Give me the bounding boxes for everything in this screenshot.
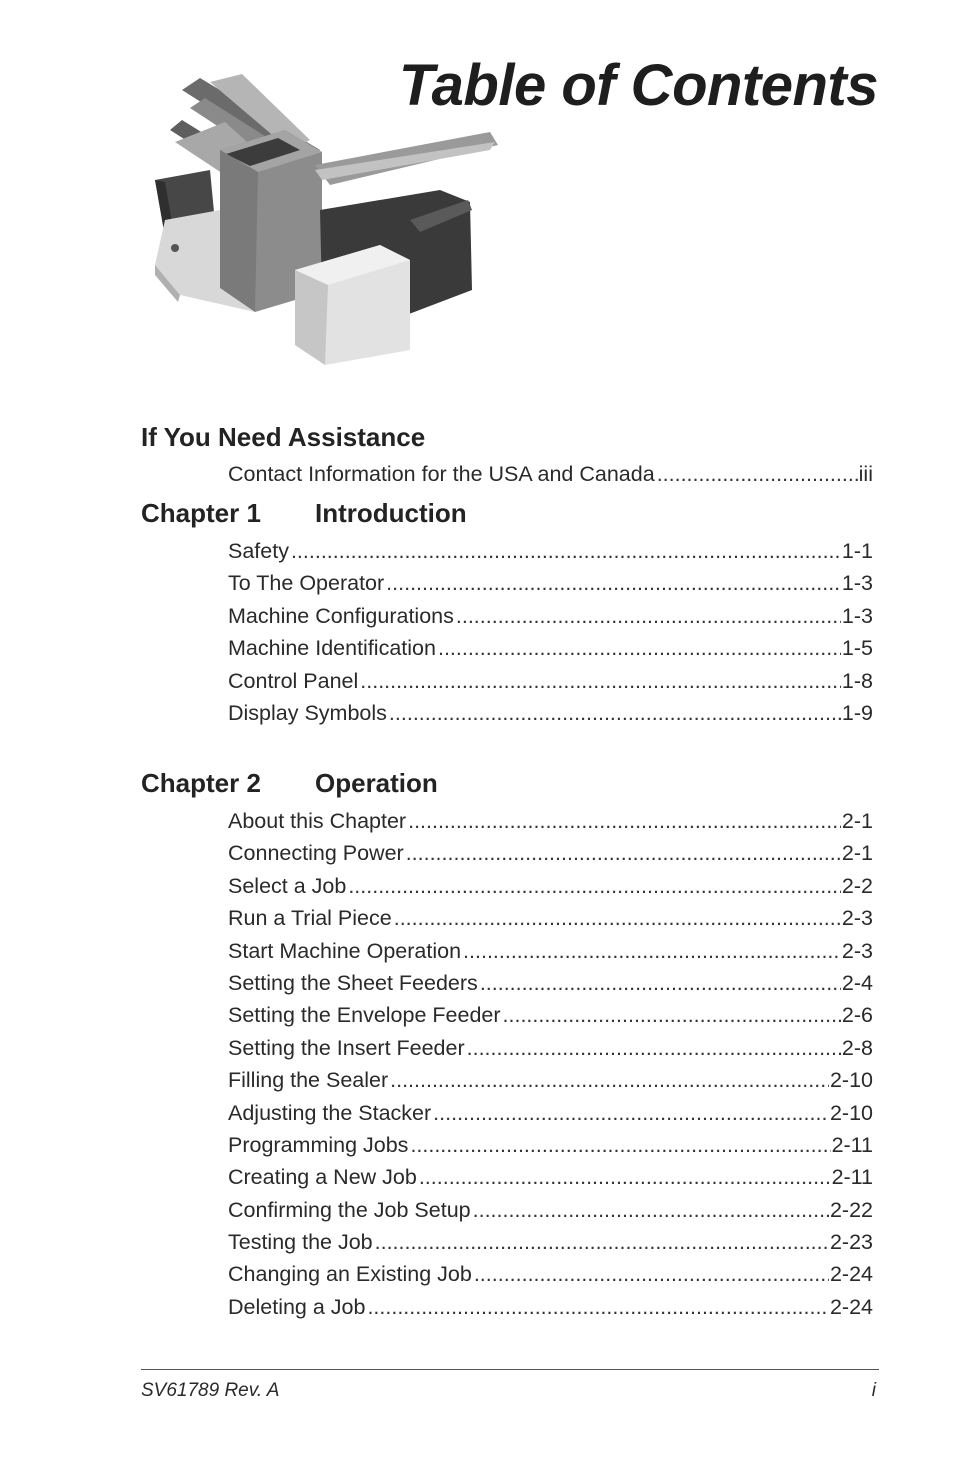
section-heading: [141, 765, 881, 801]
toc-entry[interactable]: [228, 870, 873, 902]
toc-entry[interactable]: [228, 535, 873, 567]
dot-leader: [389, 697, 841, 729]
toc-entry-page: 2-4: [841, 970, 873, 995]
toc-entry[interactable]: [228, 1064, 873, 1096]
dot-leader: [375, 1226, 829, 1258]
toc-entry[interactable]: [228, 805, 873, 837]
toc-entry-page: 2-10: [829, 1068, 873, 1093]
toc-entry-title: Programming Jobs: [228, 1132, 409, 1157]
section-heading-text: Operation: [315, 768, 438, 798]
toc-entry[interactable]: [228, 458, 873, 490]
section-heading: [141, 495, 881, 531]
footer-document-id: SV61789 Rev. A: [141, 1380, 280, 1401]
footer-page-number: i: [871, 1380, 876, 1401]
toc-entry-page: 2-3: [841, 906, 873, 931]
section-chapter-2: [141, 765, 881, 1323]
toc-entry-page: 2-1: [841, 809, 873, 833]
section-heading: [141, 419, 881, 455]
dot-leader: [657, 458, 858, 490]
dot-leader: [503, 999, 841, 1031]
toc-entry[interactable]: [228, 697, 873, 729]
toc-entry-page: 2-24: [829, 1262, 873, 1287]
dot-leader: [480, 967, 841, 999]
toc-entry-page: 1-9: [841, 700, 873, 725]
toc-entry-title: Deleting a Job: [228, 1294, 366, 1319]
toc-entry-page: iii: [858, 462, 873, 486]
toc-entry-title: Start Machine Operation: [228, 938, 462, 963]
toc-entry-page: 2-23: [829, 1230, 873, 1255]
toc-entry-title: About this Chapter: [228, 809, 407, 833]
toc-entry-title: Setting the Envelope Feeder: [228, 1003, 501, 1028]
toc-entry-title: Filling the Sealer: [228, 1068, 389, 1093]
dot-leader: [348, 870, 841, 902]
dot-leader: [406, 837, 841, 869]
section-assistance: [141, 419, 881, 490]
dot-leader: [474, 1258, 829, 1290]
toc-entry-page: 2-6: [841, 1003, 873, 1028]
toc-entry-title: Confirming the Job Setup: [228, 1197, 471, 1222]
toc-entry-title: Machine Configurations: [228, 603, 454, 628]
toc-entry[interactable]: [228, 935, 873, 967]
dot-leader: [410, 1129, 830, 1161]
toc-entry[interactable]: [228, 837, 873, 869]
toc-entry[interactable]: [228, 1161, 873, 1193]
toc-entry-page: 2-3: [841, 938, 873, 963]
toc-entry[interactable]: [228, 1291, 873, 1323]
toc-entry[interactable]: [228, 1129, 873, 1161]
dot-leader: [291, 535, 841, 567]
dot-leader: [390, 1064, 829, 1096]
toc-entry-page: 2-2: [841, 873, 873, 898]
dot-leader: [408, 805, 841, 837]
dot-leader: [419, 1161, 831, 1193]
toc-entry[interactable]: [228, 665, 873, 697]
toc-entry-title: Creating a New Job: [228, 1165, 417, 1190]
toc-entry-title: Contact Information for the USA and Canada: [228, 462, 655, 486]
section-heading-text: If You Need Assistance: [141, 422, 426, 452]
toc-entry[interactable]: [228, 1097, 873, 1129]
toc-entry[interactable]: [228, 967, 873, 999]
toc-entry-page: 2-1: [841, 841, 873, 866]
toc-entry-title: Display Symbols: [228, 700, 387, 725]
dot-leader: [456, 600, 841, 632]
toc-entry[interactable]: [228, 600, 873, 632]
dot-leader: [438, 632, 841, 664]
toc-entry-page: 2-10: [829, 1100, 873, 1125]
toc-entry-page: 2-22: [829, 1197, 873, 1222]
toc-entry-title: Setting the Sheet Feeders: [228, 970, 478, 995]
toc-entry-title: Run a Trial Piece: [228, 906, 392, 931]
toc-entry-title: Setting the Insert Feeder: [228, 1035, 465, 1060]
folder-inserter-machine-image: [150, 70, 505, 365]
toc-entry[interactable]: [228, 1032, 873, 1064]
toc-entry-page: 1-5: [841, 636, 873, 661]
page-title: Table of Contents: [398, 53, 878, 118]
dot-leader: [473, 1194, 829, 1226]
toc-entry-title: Connecting Power: [228, 841, 404, 866]
toc-entry[interactable]: [228, 1258, 873, 1290]
dot-leader: [433, 1097, 829, 1129]
toc-entry-page: 1-3: [841, 603, 873, 628]
toc-entry[interactable]: [228, 902, 873, 934]
dot-leader: [360, 665, 841, 697]
toc-entry-title: Control Panel: [228, 668, 359, 693]
section-chapter-1: [141, 495, 881, 729]
toc-entry-title: Adjusting the Stacker: [228, 1100, 432, 1125]
footer-divider: [141, 1369, 879, 1370]
toc-entry-page: 2-8: [841, 1035, 873, 1060]
section-heading-text: Introduction: [315, 498, 467, 528]
toc-entry[interactable]: [228, 567, 873, 599]
toc-entry-title: Changing an Existing Job: [228, 1262, 472, 1287]
dot-leader: [367, 1291, 829, 1323]
dot-leader: [463, 935, 841, 967]
toc-entry-page: 1-3: [841, 571, 873, 596]
toc-entry[interactable]: [228, 1226, 873, 1258]
toc-entry-page: 2-24: [829, 1294, 873, 1319]
chapter-number: Chapter 2: [141, 768, 261, 798]
toc-entry-page: 1-1: [841, 539, 873, 563]
toc-entry[interactable]: [228, 632, 873, 664]
chapter-number: Chapter 1: [141, 498, 261, 528]
toc-entry-page: 2-11: [831, 1132, 873, 1157]
toc-entry[interactable]: [228, 999, 873, 1031]
dot-leader: [386, 567, 841, 599]
toc-entry-title: Testing the Job: [228, 1230, 373, 1255]
toc-entry-title: Machine Identification: [228, 636, 436, 661]
toc-entry-title: To The Operator: [228, 571, 385, 596]
dot-leader: [394, 902, 841, 934]
toc-entry[interactable]: [228, 1194, 873, 1226]
toc-entry-page: 2-11: [831, 1165, 873, 1190]
toc-entry-title: Safety: [228, 539, 289, 563]
toc-entry-title: Select a Job: [228, 873, 347, 898]
dot-leader: [467, 1032, 841, 1064]
toc-entry-page: 1-8: [841, 668, 873, 693]
